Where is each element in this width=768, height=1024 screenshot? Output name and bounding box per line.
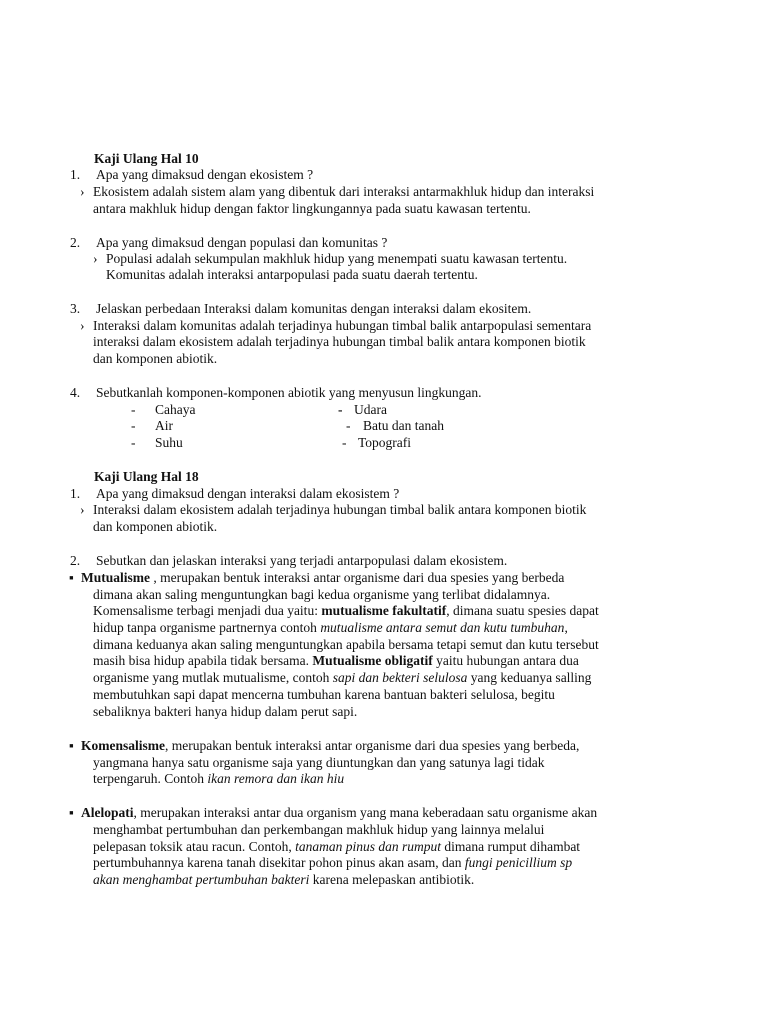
list-dash: - (342, 435, 347, 450)
list-item: Batu dan tanah (363, 418, 444, 433)
answer-line: Komunitas adalah interaksi antarpopulasi pada suatu daerah tertentu. (106, 267, 478, 282)
mutualisme-line: Komensalisme terbagi menjadi dua yaitu: mutualisme fakultatif, dimana suatu spesies dapat (93, 603, 599, 618)
answer-bullet: › (93, 251, 98, 266)
alelopati-line: akan menghambat pertumbuhan bakteri karena melepaskan antibiotik. (93, 872, 475, 887)
question-text: Apa yang dimaksud dengan populasi dan komunitas ? (96, 235, 388, 250)
list-dash: - (338, 402, 343, 417)
answer-bullet: › (80, 184, 85, 199)
mutualisme-line: dimana akan saling menguntungkan bagi kedua organisme yang terlibat didalamnya. (93, 587, 551, 602)
mutualisme-line: Mutualisme , merupakan bentuk interaksi antar organisme dari dua spesies yang berbeda (81, 570, 565, 585)
komensalisme-line: Komensalisme, merupakan bentuk interaksi antar organisme dari dua spesies yang berbeda, (81, 738, 580, 753)
question-number: 2. (70, 235, 81, 250)
answer-line: Ekosistem adalah sistem alam yang dibentuk dari interaksi antarmakhluk hidup dan interaksi (93, 184, 595, 199)
square-bullet: ▪ (69, 570, 74, 585)
komensalisme-line: terpengaruh. Contoh ikan remora dan ikan hiu (93, 771, 345, 786)
alelopati-line: menghambat pertumbuhan dan perkembangan makhluk hidup yang lainnya melalui (93, 822, 545, 837)
komensalisme-line: yangmana hanya satu organisme saja yang diuntungkan dan yang satunya lagi tidak (93, 755, 545, 770)
question-number: 2. (70, 553, 81, 568)
answer-line: interaksi dalam ekosistem adalah terjadinya hubungan timbal balik antara komponen biotik (93, 334, 586, 349)
question-text: Apa yang dimaksud dengan ekosistem ? (96, 167, 314, 182)
mutualisme-line: masih bisa hidup apabila tidak bersama. Mutualisme obligatif yaitu hubungan antara dua (93, 653, 579, 668)
section-heading: Kaji Ulang Hal 10 (94, 151, 199, 166)
list-item: Udara (354, 402, 387, 417)
square-bullet: ▪ (69, 805, 74, 820)
list-item: Topografi (358, 435, 412, 450)
section-heading: Kaji Ulang Hal 18 (94, 469, 199, 484)
answer-bullet: › (80, 502, 85, 517)
answer-line: Populasi adalah sekumpulan makhluk hidup yang menempati suatu kawasan tertentu. (106, 251, 568, 266)
square-bullet: ▪ (69, 738, 74, 753)
list-item: Cahaya (155, 402, 196, 417)
question-number: 4. (70, 385, 81, 400)
list-dash: - (131, 402, 136, 417)
answer-line: Interaksi dalam ekosistem adalah terjadinya hubungan timbal balik antara komponen biotik (93, 502, 587, 517)
question-text: Sebutkan dan jelaskan interaksi yang terjadi antarpopulasi dalam ekosistem. (96, 553, 508, 568)
mutualisme-line: hidup tanpa organisme partnernya contoh mutualisme antara semut dan kutu tumbuhan, (93, 620, 568, 635)
list-item: Air (155, 418, 173, 433)
alelopati-line: pelepasan toksik atau racun. Contoh, tanaman pinus dan rumput dimana rumput dihambat (93, 839, 581, 854)
mutualisme-line: membutuhkan sapi dapat mencerna tumbuhan karena bantuan bakteri selulosa, begitu (93, 687, 555, 702)
answer-line: dan komponen abiotik. (93, 519, 218, 534)
alelopati-line: Alelopati, merupakan interaksi antar dua organism yang mana keberadaan satu organisme akan (81, 805, 598, 820)
list-dash: - (346, 418, 351, 433)
question-number: 1. (70, 486, 81, 501)
mutualisme-line: organisme yang mutlak mutualisme, contoh sapi dan bekteri selulosa yang keduanya salling (93, 670, 592, 685)
question-text: Jelaskan perbedaan Interaksi dalam komunitas dengan interaksi dalam ekositem. (96, 301, 532, 316)
list-dash: - (131, 435, 136, 450)
question-number: 3. (70, 301, 81, 316)
alelopati-line: pertumbuhannya karena tanah disekitar pohon pinus akan asam, dan fungi penicillium sp (93, 855, 573, 870)
answer-line: antara makhluk hidup dengan faktor lingkungannya pada suatu kawasan tertentu. (93, 201, 531, 216)
question-text: Sebutkanlah komponen-komponen abiotik yang menyusun lingkungan. (96, 385, 482, 400)
answer-bullet: › (80, 318, 85, 333)
answer-line: Interaksi dalam komunitas adalah terjadinya hubungan timbal balik antarpopulasi sementara (93, 318, 592, 333)
mutualisme-line: sebaliknya bakteri hanya hidup dalam perut sapi. (93, 704, 358, 719)
list-dash: - (131, 418, 136, 433)
question-number: 1. (70, 167, 81, 182)
answer-line: dan komponen abiotik. (93, 351, 218, 366)
mutualisme-line: dimana keduanya akan saling menguntungkan apabila bersama tetapi semut dan kutu tersebut (93, 637, 599, 652)
list-item: Suhu (155, 435, 183, 450)
question-text: Apa yang dimaksud dengan interaksi dalam ekosistem ? (96, 486, 400, 501)
